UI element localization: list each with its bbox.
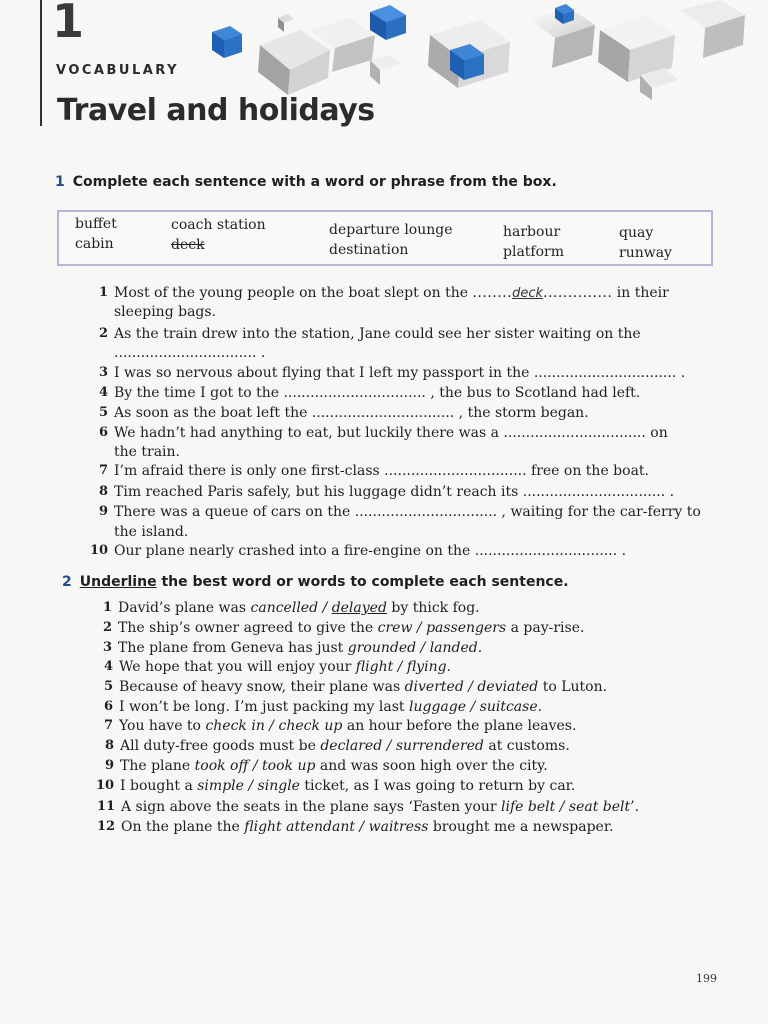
- option-1: grounded: [347, 640, 417, 656]
- item-number: 1: [98, 285, 108, 300]
- exercise-1-instruction: Complete each sentence with a word or phrase from the box.: [72, 174, 557, 190]
- side-rule: [40, 0, 42, 126]
- option-2: suitcase: [479, 699, 538, 715]
- item-text: By the time I got to the ................................ , the bus to Scotland had left.: [114, 385, 641, 401]
- item-number: 8: [104, 738, 114, 753]
- item-text: As soon as the boat left the ................................ , the storm began.: [114, 405, 589, 421]
- option-1: declared: [320, 738, 383, 754]
- item-text: A sign above the seats in the plane says ‘Fasten your: [121, 799, 502, 815]
- item-number: 2: [102, 620, 112, 635]
- item-text: I’m afraid there is only one first-class ................................ free on the boat.: [114, 463, 649, 479]
- exercise-2-item: [96, 776, 576, 796]
- box-word: coach station: [171, 217, 266, 233]
- item-number: 6: [98, 425, 108, 440]
- exercise-2-item: [102, 618, 585, 638]
- item-number: 5: [103, 679, 113, 694]
- item-text: I bought a: [120, 778, 198, 794]
- option-separator: /: [264, 718, 279, 734]
- item-number: 1: [102, 600, 112, 615]
- exercise-2-instruction-keyword: Underline: [79, 574, 157, 590]
- exercise-2-item: [103, 697, 543, 717]
- item-number: 9: [104, 758, 114, 773]
- unit-number: 1: [52, 0, 83, 48]
- example-answer: deck: [512, 286, 543, 301]
- exercise-1-item: [98, 283, 669, 304]
- item-number: 4: [98, 385, 108, 400]
- exercise-2-item: [97, 797, 640, 817]
- page-title: Travel and holidays: [57, 93, 375, 128]
- item-text: All duty-free goods must be: [120, 738, 321, 754]
- item-text: We hope that you will enjoy your: [119, 659, 356, 675]
- exercise-1-item: [98, 482, 675, 502]
- exercise-2-item: [103, 657, 451, 677]
- option-1: luggage: [409, 699, 467, 715]
- option-2: waitress: [368, 819, 429, 835]
- exercise-2-heading: [62, 574, 569, 590]
- exercise-2-item: [102, 638, 483, 658]
- box-word: buffet: [75, 216, 117, 232]
- item-number: 10: [96, 778, 115, 793]
- exercise-1-item: [98, 383, 641, 403]
- box-word: platform: [503, 244, 564, 260]
- option-1: cancelled: [250, 600, 319, 616]
- exercise-1-item: [98, 324, 641, 344]
- item-text: an hour before the plane leaves.: [342, 718, 577, 734]
- exercise-2-item: [104, 736, 570, 756]
- option-separator: /: [466, 699, 480, 715]
- item-text: We hadn’t had anything to eat, but luckily there was a ................................ on: [114, 425, 668, 441]
- exercise-1-item: [90, 541, 627, 561]
- item-text: As the train drew into the station, Jane could see her sister waiting on the: [114, 326, 641, 342]
- item-text: On the plane the: [121, 819, 245, 835]
- option-2-answer: delayed: [331, 600, 387, 616]
- item-text: The plane from Geneva has just: [118, 640, 348, 656]
- option-separator: /: [463, 679, 478, 695]
- item-text: .: [537, 699, 543, 715]
- exercise-1-item: [98, 363, 686, 383]
- exercise-2-number: 2: [62, 574, 72, 590]
- option-1: diverted: [404, 679, 464, 695]
- option-separator: /: [555, 799, 569, 815]
- item-number: 11: [97, 799, 116, 814]
- box-word: destination: [329, 242, 409, 258]
- exercise-1-item-continued: ................................ .: [114, 345, 266, 361]
- option-1: flight attendant: [244, 819, 355, 835]
- item-number: 4: [103, 659, 113, 674]
- option-1: took off: [194, 758, 249, 774]
- option-separator: /: [382, 738, 396, 754]
- item-text: Because of heavy snow, their plane was: [119, 679, 405, 695]
- section-label: VOCABULARY: [56, 63, 180, 78]
- option-1: flight: [355, 659, 394, 675]
- exercise-1-item-continued: sleeping bags.: [114, 304, 217, 320]
- exercise-2-item: [103, 716, 577, 736]
- option-2: check up: [278, 718, 343, 734]
- item-text: ’.: [630, 799, 640, 815]
- item-text: I was so nervous about flying that I left my passport in the ................................ .: [114, 365, 686, 381]
- item-blank: ........: [472, 285, 513, 301]
- item-text: The plane: [120, 758, 195, 774]
- option-2: passengers: [426, 620, 507, 636]
- option-1: crew: [377, 620, 413, 636]
- cube-decoration: [200, 0, 768, 100]
- item-number: 6: [103, 699, 113, 714]
- item-text: ticket, as I was going to return by car.: [299, 778, 576, 794]
- exercise-1-item-continued: the train.: [114, 444, 180, 460]
- exercise-2-instruction: the best word or words to complete each sentence.: [156, 574, 569, 590]
- exercise-2-item: [103, 677, 608, 697]
- item-number: 3: [98, 365, 108, 380]
- option-separator: /: [318, 600, 332, 616]
- item-text: brought me a newspaper.: [428, 819, 614, 835]
- word-box: [57, 210, 713, 266]
- item-text: You have to: [119, 718, 206, 734]
- item-number: 10: [90, 543, 109, 558]
- item-number: 7: [103, 718, 113, 733]
- item-number: 3: [102, 640, 112, 655]
- option-2: deviated: [477, 679, 539, 695]
- item-text: I won’t be long. I’m just packing my last: [119, 699, 410, 715]
- box-word: cabin: [75, 236, 114, 252]
- item-text: to Luton.: [538, 679, 608, 695]
- box-word: harbour: [503, 224, 561, 240]
- option-separator: /: [416, 640, 430, 656]
- option-separator: /: [248, 758, 263, 774]
- item-text: .: [477, 640, 483, 656]
- item-number: 2: [98, 326, 108, 341]
- option-2: flying: [406, 659, 447, 675]
- item-number: 12: [97, 819, 116, 834]
- item-blank: ..............: [543, 285, 613, 301]
- item-number: 8: [98, 484, 108, 499]
- option-2: took up: [262, 758, 316, 774]
- exercise-1-heading: [55, 174, 557, 190]
- item-text: The ship’s owner agreed to give the: [118, 620, 378, 636]
- item-number: 9: [98, 504, 108, 519]
- exercise-2-item: [97, 817, 614, 837]
- option-separator: /: [393, 659, 407, 675]
- item-text: Most of the young people on the boat slept on the: [114, 285, 473, 301]
- exercise-1-item: [98, 461, 649, 481]
- exercise-2-item: [102, 598, 480, 618]
- exercise-2-item: [104, 756, 548, 776]
- item-text: There was a queue of cars on the ................................ , waiting for the car-ferry to: [114, 504, 701, 520]
- item-text: at customs.: [483, 738, 570, 754]
- item-text: .: [446, 659, 451, 675]
- option-1: simple: [197, 778, 244, 794]
- option-separator: /: [412, 620, 427, 636]
- exercise-1-number: 1: [55, 174, 65, 190]
- exercise-1-item-continued: the island.: [114, 524, 189, 540]
- exercise-1-item: [98, 502, 701, 522]
- item-text: David’s plane was: [118, 600, 251, 616]
- box-word: departure lounge: [329, 222, 453, 238]
- item-text: in their: [612, 285, 669, 301]
- option-1: life belt: [501, 799, 556, 815]
- option-2: single: [257, 778, 300, 794]
- box-word: runway: [619, 245, 672, 261]
- item-text: a pay-rise.: [506, 620, 585, 636]
- option-1: check in: [205, 718, 265, 734]
- item-text: and was soon high over the city.: [315, 758, 548, 774]
- box-word: quay: [619, 225, 654, 241]
- option-separator: /: [243, 778, 258, 794]
- page-number: 199: [696, 972, 717, 985]
- option-separator: /: [354, 819, 369, 835]
- item-text: Our plane nearly crashed into a fire-engine on the ................................ .: [114, 543, 627, 559]
- item-text: Tim reached Paris safely, but his luggage didn’t reach its ................................ .: [114, 484, 675, 500]
- box-word-crossed: deck: [171, 237, 205, 253]
- item-number: 7: [98, 463, 108, 478]
- item-number: 5: [98, 405, 108, 420]
- option-2: landed: [429, 640, 478, 656]
- exercise-1-item: [98, 403, 589, 423]
- item-text: by thick fog.: [386, 600, 480, 616]
- option-2: seat belt: [568, 799, 631, 815]
- exercise-1-item: [98, 423, 668, 443]
- option-2: surrendered: [395, 738, 484, 754]
